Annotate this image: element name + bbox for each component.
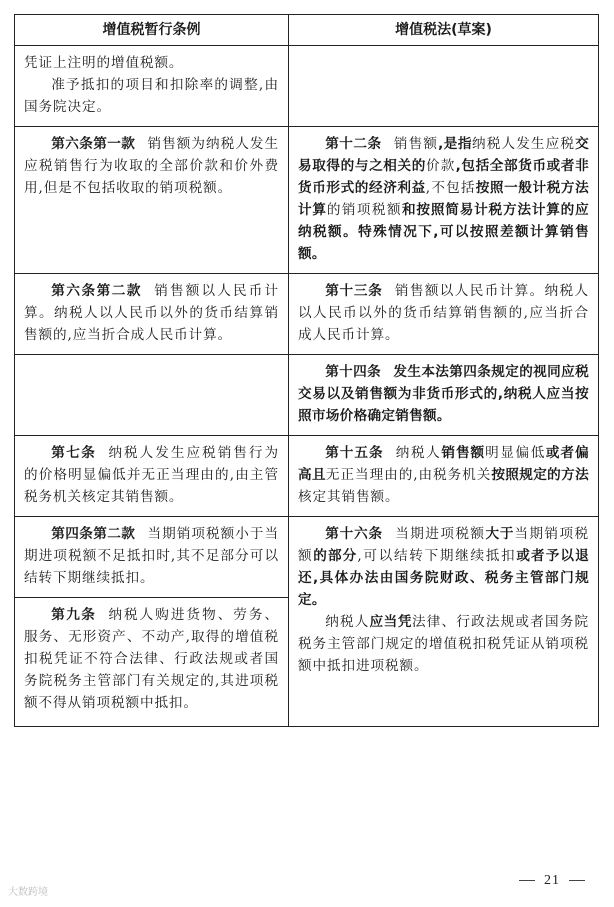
table-row <box>15 274 599 355</box>
text-segment: 法律、行政法规或者国务院税务主管部门规定的增值税扣税凭证从销项税额中抵扣进项税额。 <box>298 614 589 674</box>
text-segment: ,可以结转下期继续抵扣 <box>357 548 517 564</box>
article-body: 纳税人发生应税销售行为的价格明显偏低并无正当理由的,由主管税务机关核定其销售额。 <box>24 445 280 505</box>
table-header-row <box>15 15 599 46</box>
row3-right-para <box>298 280 589 346</box>
table-row <box>15 355 599 436</box>
article-heading: 第十二条 <box>325 136 382 152</box>
row2-right <box>289 127 599 274</box>
bold-text-segment: ,是指 <box>438 136 473 152</box>
text-segment: 的销项税额 <box>326 202 402 218</box>
footer-dash-left <box>519 880 535 881</box>
article-body: 销售额以人民币计算。纳税人以人民币以外的货币结算销售额的,应当折合成人民币计算。 <box>298 283 590 343</box>
row6-right-p1 <box>298 523 589 611</box>
article-heading: 第九条 <box>51 607 97 623</box>
text-segment: 价款 <box>425 158 456 174</box>
article-body: 发生本法第四条规定的视同应税交易以及销售额为非货币形式的,纳税人应当按照市场价格确定销售额。 <box>298 364 590 424</box>
row6-right-p2 <box>298 611 589 677</box>
row4-right-para <box>298 361 589 427</box>
article-body: 销售额为纳税人发生应税销售行为收取的全部价款和价外费用,但是不包括收取的销项税额。 <box>24 136 279 196</box>
bold-text-segment: 应当凭 <box>369 614 413 630</box>
article-heading: 第十四条 <box>325 364 382 380</box>
row4-left-empty <box>15 355 289 436</box>
article-heading: 第六条第一款 <box>51 136 136 152</box>
row6-right <box>289 517 599 727</box>
row3-left-para <box>24 280 279 346</box>
bold-text-segment: 或者予以退还,具体办法由国务院财政、税务主管部门规定。 <box>298 548 589 608</box>
table-row <box>15 127 599 274</box>
article-body: 当期销项税额小于当期进项税额不足抵扣时,其不足部分可以结转下期继续抵扣。 <box>24 526 279 586</box>
document-page <box>14 14 599 727</box>
row6-left-b <box>15 598 288 726</box>
article-heading: 第十六条 <box>325 526 383 542</box>
text-segment: 纳税人 <box>395 445 442 461</box>
table-row <box>15 436 599 517</box>
row2-right-para <box>298 133 589 265</box>
row4-right <box>289 355 599 436</box>
bold-text-segment: 的部分 <box>313 548 358 564</box>
header-right: 增值税法(草案) <box>289 15 599 46</box>
row3-right <box>289 274 599 355</box>
bold-text-segment: 按照一般计税方法计算 <box>298 180 590 218</box>
text-segment: 当期销项税额 <box>298 526 590 564</box>
row1-left <box>15 46 289 127</box>
row1-right-empty <box>289 46 599 127</box>
bold-text-segment: ,包括全部货币或者非货币形式的经济利益 <box>298 158 589 196</box>
text-segment: 纳税人 <box>325 614 370 630</box>
bold-text-segment: 大于 <box>485 526 515 542</box>
watermark-logo: 大数跨境 <box>8 887 48 898</box>
article-heading: 第七条 <box>51 445 97 461</box>
row5-right-para <box>298 442 589 508</box>
segments <box>298 614 589 674</box>
bold-text-segment: 销售额 <box>441 445 486 461</box>
text-segment: 明显偏低 <box>485 445 546 461</box>
bold-text-segment: 交易取得的与之相关的 <box>298 136 589 174</box>
row1-left-p2: 准予抵扣的项目和扣除率的调整,由国务院决定。 <box>24 77 279 115</box>
row1-left-p1: 凭证上注明的增值税额。 <box>24 55 184 71</box>
article-heading: 第四条第二款 <box>51 526 136 542</box>
table-row <box>15 517 599 727</box>
row3-left <box>15 274 289 355</box>
row2-left-para <box>24 133 279 199</box>
row6-left <box>15 517 289 727</box>
article-body: 销售额以人民币计算。纳税人以人民币以外的货币结算销售额的,应当折合成人民币计算。 <box>24 283 279 343</box>
article-body: 纳税人购进货物、劳务、服务、无形资产、不动产,取得的增值税扣税凭证不符合法律、行政法规或者国务院税务主管部门有关规定的,其进项税额不得从销项税额中抵扣。 <box>24 607 280 711</box>
page-footer <box>510 873 594 889</box>
header-left: 增值税暂行条例 <box>15 15 289 46</box>
article-heading: 第十五条 <box>325 445 384 461</box>
text-segment: 纳税人发生应税 <box>472 136 576 152</box>
row5-left <box>15 436 289 517</box>
segments <box>298 136 589 262</box>
text-segment: ,不包括 <box>425 180 476 196</box>
text-segment: 无正当理由的,由税务机关 <box>325 467 492 483</box>
article-heading: 第六条第二款 <box>51 283 143 299</box>
row6-left-a <box>15 517 288 598</box>
bold-text-segment: 和按照简易计税方法计算的应纳税额。特殊情况下,可以按照差额计算销售额。 <box>298 202 590 262</box>
footer-dash-right <box>569 880 585 881</box>
text-segment: 当期进项税额 <box>395 526 486 542</box>
row5-left-para <box>24 442 279 508</box>
comparison-table <box>14 14 599 727</box>
article-heading: 第十三条 <box>325 283 383 299</box>
page-number: 21 <box>544 873 560 888</box>
bold-text-segment: 按照规定的方法 <box>491 467 589 483</box>
row5-right <box>289 436 599 517</box>
row6-left-b-para <box>24 604 279 714</box>
text-segment: 销售额 <box>393 136 439 152</box>
row2-left <box>15 127 289 274</box>
bold-text-segment: 或者偏高且 <box>298 445 589 483</box>
row6-left-a-para <box>24 523 279 589</box>
text-segment: 核定其销售额。 <box>298 489 400 505</box>
table-row <box>15 46 599 127</box>
